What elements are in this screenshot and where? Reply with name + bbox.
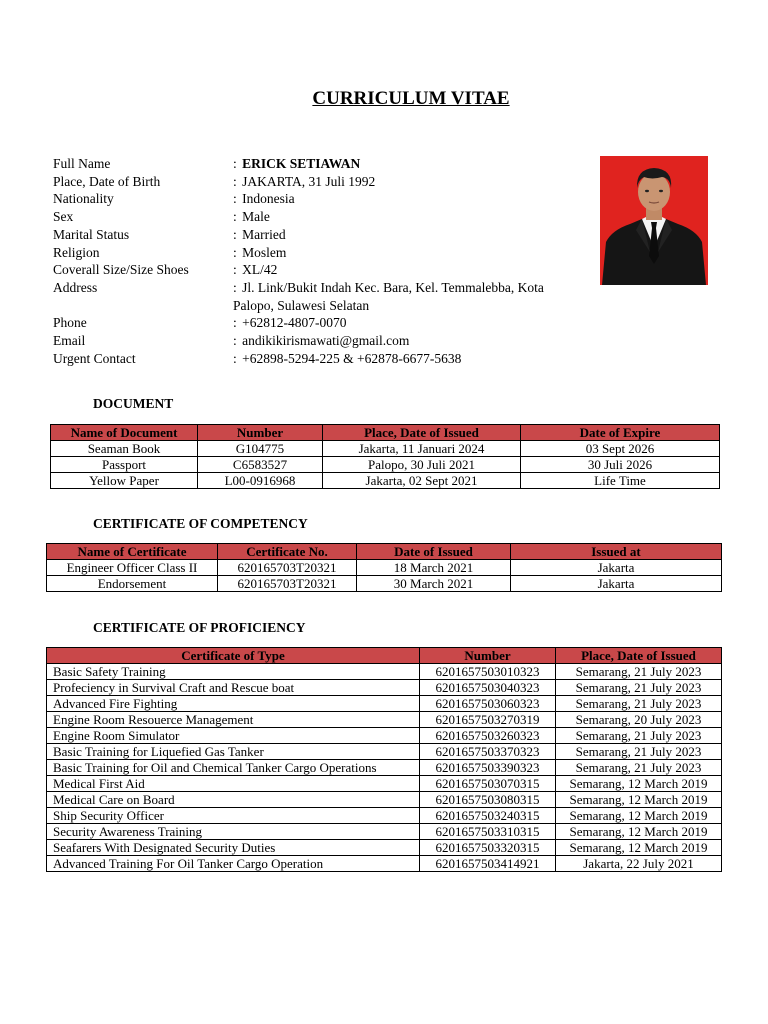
table-cell: Basic Training for Liquefied Gas Tanker bbox=[47, 744, 420, 760]
info-row bbox=[53, 261, 565, 279]
table-cell: Jakarta bbox=[511, 576, 722, 592]
table-cell: Semarang, 12 March 2019 bbox=[556, 776, 722, 792]
info-value: : XL/42 bbox=[233, 262, 278, 278]
column-header: Certificate No. bbox=[218, 544, 357, 560]
table-header-row bbox=[51, 425, 720, 441]
table-row bbox=[47, 776, 722, 792]
info-row bbox=[53, 244, 565, 262]
info-label: Phone bbox=[53, 315, 87, 331]
info-row bbox=[53, 226, 565, 244]
info-value: : +62812-4807-0070 bbox=[233, 315, 347, 331]
table-cell: Semarang, 21 July 2023 bbox=[556, 696, 722, 712]
column-header: Date of Issued bbox=[357, 544, 511, 560]
info-row bbox=[53, 190, 565, 208]
table-cell: 620165703T20321 bbox=[218, 560, 357, 576]
table-row bbox=[47, 680, 722, 696]
column-header: Place, Date of Issued bbox=[323, 425, 521, 441]
table-cell: Advanced Training For Oil Tanker Cargo Operation bbox=[47, 856, 420, 872]
proficiency-heading: CERTIFICATE OF PROFICIENCY bbox=[93, 620, 306, 635]
table-cell: 6201657503370323 bbox=[420, 744, 556, 760]
info-label: Full Name bbox=[53, 156, 111, 171]
table-row bbox=[47, 696, 722, 712]
table-cell: Medical First Aid bbox=[47, 776, 420, 792]
table-cell: Semarang, 12 March 2019 bbox=[556, 808, 722, 824]
table-row bbox=[47, 560, 722, 576]
table-cell: Medical Care on Board bbox=[47, 792, 420, 808]
personal-info bbox=[53, 155, 565, 367]
info-row bbox=[53, 314, 565, 332]
table-cell: Basic Safety Training bbox=[47, 664, 420, 680]
table-cell: Passport bbox=[51, 457, 198, 473]
person-photo-icon bbox=[600, 156, 708, 285]
table-cell: Endorsement bbox=[47, 576, 218, 592]
table-cell: Jakarta, 02 Sept 2021 bbox=[323, 473, 521, 489]
competency-table bbox=[46, 543, 722, 592]
competency-heading: CERTIFICATE OF COMPETENCY bbox=[93, 516, 308, 531]
table-cell: 6201657503320315 bbox=[420, 840, 556, 856]
table-cell: 6201657503070315 bbox=[420, 776, 556, 792]
column-header: Issued at bbox=[511, 544, 722, 560]
table-cell: Seafarers With Designated Security Duties bbox=[47, 840, 420, 856]
table-row bbox=[47, 712, 722, 728]
info-row bbox=[53, 155, 565, 173]
table-cell: 6201657503240315 bbox=[420, 808, 556, 824]
info-label: Coverall Size/Size Shoes bbox=[53, 262, 189, 278]
table-row bbox=[47, 856, 722, 872]
table-cell: Jakarta, 11 Januari 2024 bbox=[323, 441, 521, 457]
table-row bbox=[51, 441, 720, 457]
table-cell: 6201657503260323 bbox=[420, 728, 556, 744]
profile-photo bbox=[600, 156, 708, 285]
table-row bbox=[47, 824, 722, 840]
info-value: : JAKARTA, 31 Juli 1992 bbox=[233, 173, 376, 189]
table-row bbox=[47, 744, 722, 760]
info-label: Religion bbox=[53, 244, 100, 260]
table-cell: Security Awareness Training bbox=[47, 824, 420, 840]
table-header-row bbox=[47, 544, 722, 560]
table-cell: 03 Sept 2026 bbox=[521, 441, 720, 457]
table-cell: Palopo, 30 Juli 2021 bbox=[323, 457, 521, 473]
info-value: : Male bbox=[233, 209, 270, 225]
info-label: Marital Status bbox=[53, 226, 130, 242]
table-cell: Semarang, 12 March 2019 bbox=[556, 840, 722, 856]
info-label: Nationality bbox=[53, 191, 114, 207]
column-header: Number bbox=[198, 425, 323, 441]
table-cell: Semarang, 21 July 2023 bbox=[556, 664, 722, 680]
table-cell: 6201657503270319 bbox=[420, 712, 556, 728]
page-title: CURRICULUM VITAE bbox=[312, 88, 510, 109]
table-cell: L00-0916968 bbox=[198, 473, 323, 489]
column-header: Date of Expire bbox=[521, 425, 720, 441]
table-cell: 6201657503040323 bbox=[420, 680, 556, 696]
table-cell: Engine Room Resouerce Management bbox=[47, 712, 420, 728]
table-cell: Basic Training for Oil and Chemical Tanker Cargo Operations bbox=[47, 760, 420, 776]
table-cell: Semarang, 12 March 2019 bbox=[556, 792, 722, 808]
table-cell: Semarang, 21 July 2023 bbox=[556, 744, 722, 760]
info-value: : ERICK SETIAWAN bbox=[233, 156, 361, 171]
table-row bbox=[47, 760, 722, 776]
table-cell: 30 March 2021 bbox=[357, 576, 511, 592]
table-cell: Jakarta, 22 July 2021 bbox=[556, 856, 722, 872]
table-cell: Semarang, 12 March 2019 bbox=[556, 824, 722, 840]
info-value: : +62898-5294-225 & +62878-6677-5638 bbox=[233, 350, 462, 366]
table-cell: 6201657503414921 bbox=[420, 856, 556, 872]
table-cell: Life Time bbox=[521, 473, 720, 489]
column-header: Name of Document bbox=[51, 425, 198, 441]
table-cell: 30 Juli 2026 bbox=[521, 457, 720, 473]
info-value: : Indonesia bbox=[233, 191, 295, 207]
table-cell: 6201657503310315 bbox=[420, 824, 556, 840]
table-header-row bbox=[47, 648, 722, 664]
table-cell: Seaman Book bbox=[51, 441, 198, 457]
table-cell: 6201657503010323 bbox=[420, 664, 556, 680]
column-header: Number bbox=[420, 648, 556, 664]
table-row bbox=[47, 664, 722, 680]
table-row bbox=[47, 576, 722, 592]
table-cell: Yellow Paper bbox=[51, 473, 198, 489]
table-cell: Engineer Officer Class II bbox=[47, 560, 218, 576]
info-row bbox=[53, 208, 565, 226]
table-cell: Semarang, 21 July 2023 bbox=[556, 760, 722, 776]
table-cell: Semarang, 21 July 2023 bbox=[556, 680, 722, 696]
table-row bbox=[47, 808, 722, 824]
info-value: : Married bbox=[233, 226, 286, 242]
info-row bbox=[53, 350, 565, 368]
table-cell: Jakarta bbox=[511, 560, 722, 576]
column-header: Name of Certificate bbox=[47, 544, 218, 560]
table-cell: G104775 bbox=[198, 441, 323, 457]
table-cell: 18 March 2021 bbox=[357, 560, 511, 576]
proficiency-table bbox=[46, 647, 722, 872]
column-header: Certificate of Type bbox=[47, 648, 420, 664]
table-cell: Profeciency in Survival Craft and Rescue boat bbox=[47, 680, 420, 696]
table-row bbox=[47, 792, 722, 808]
table-cell: Semarang, 21 July 2023 bbox=[556, 728, 722, 744]
info-value: : Moslem bbox=[233, 244, 287, 260]
info-row bbox=[53, 173, 565, 191]
info-value: : Jl. Link/Bukit Indah Kec. Bara, Kel. Temmalebba, Kota Palopo, Sulawesi Selatan bbox=[233, 279, 544, 313]
table-cell: Semarang, 20 July 2023 bbox=[556, 712, 722, 728]
column-header: Place, Date of Issued bbox=[556, 648, 722, 664]
table-row bbox=[47, 728, 722, 744]
table-cell: Advanced Fire Fighting bbox=[47, 696, 420, 712]
info-row bbox=[53, 279, 565, 314]
document-table bbox=[50, 424, 720, 489]
info-label: Urgent Contact bbox=[53, 350, 136, 366]
table-cell: 620165703T20321 bbox=[218, 576, 357, 592]
table-row bbox=[51, 457, 720, 473]
table-cell: 6201657503060323 bbox=[420, 696, 556, 712]
info-label: Sex bbox=[53, 209, 74, 225]
info-value: : andikikirismawati@gmail.com bbox=[233, 333, 410, 349]
info-label: Email bbox=[53, 333, 86, 349]
table-row bbox=[51, 473, 720, 489]
info-row bbox=[53, 332, 565, 350]
table-cell: 6201657503390323 bbox=[420, 760, 556, 776]
table-row bbox=[47, 840, 722, 856]
table-cell: C6583527 bbox=[198, 457, 323, 473]
info-label: Address bbox=[53, 279, 98, 295]
table-cell: Ship Security Officer bbox=[47, 808, 420, 824]
table-cell: 6201657503080315 bbox=[420, 792, 556, 808]
table-cell: Engine Room Simulator bbox=[47, 728, 420, 744]
document-heading: DOCUMENT bbox=[93, 396, 174, 411]
info-label: Place, Date of Birth bbox=[53, 173, 161, 189]
